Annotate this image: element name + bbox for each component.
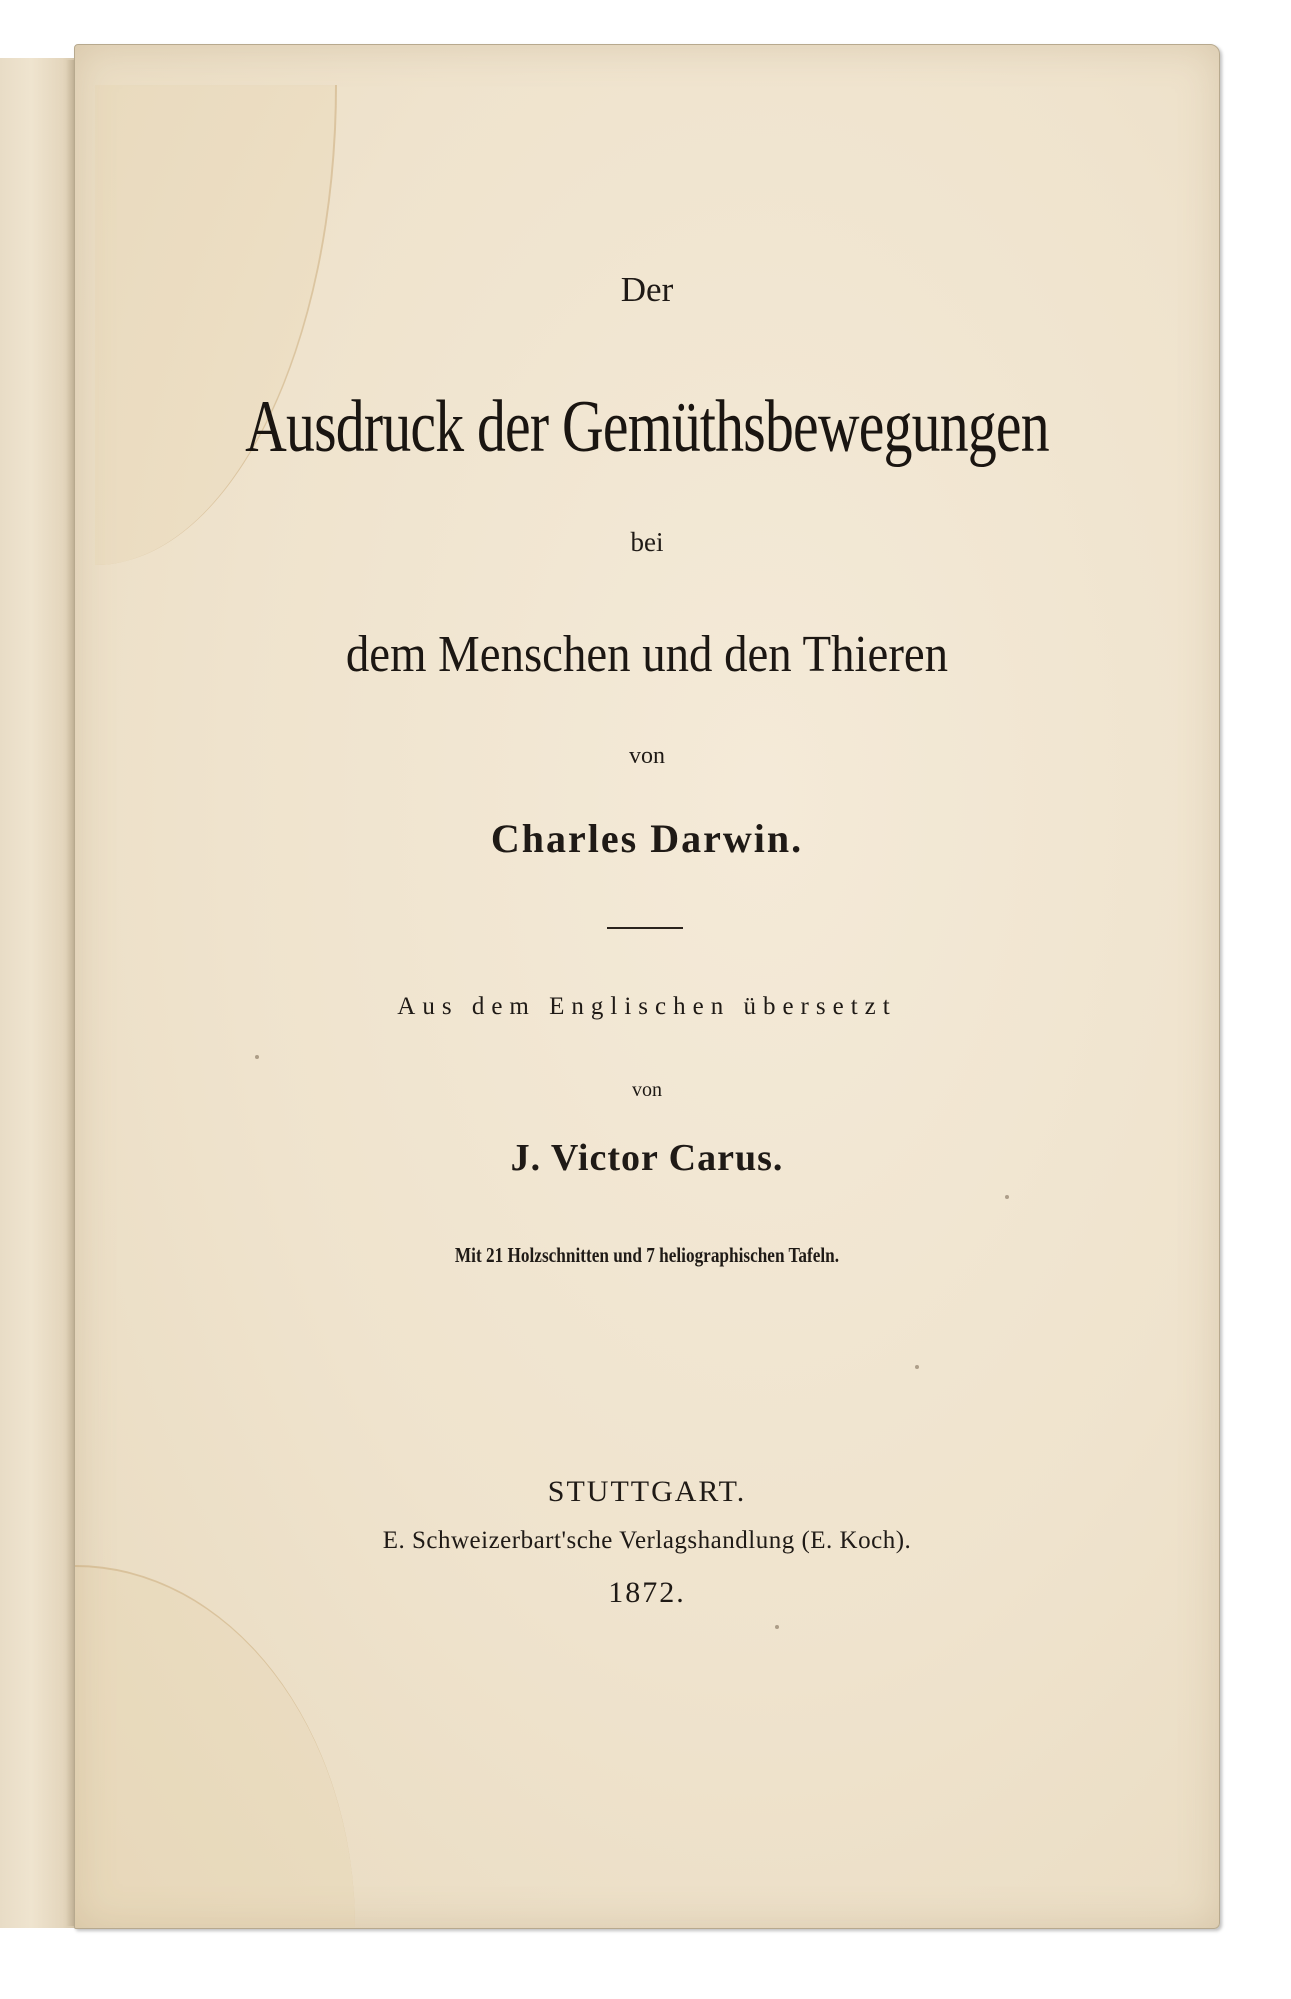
imprint-year: 1872.: [608, 1576, 686, 1609]
dust-speck: [1005, 1195, 1009, 1199]
dust-speck: [915, 1365, 919, 1369]
imprint-publisher: E. Schweizerbart'sche Verlagshandlung (E. Koch).: [382, 1527, 912, 1554]
author-connector: von: [629, 743, 665, 769]
water-stain-bottom: [75, 1565, 355, 1927]
water-stain-top: [95, 85, 337, 565]
subtitle: dem Menschen und den Thieren: [345, 626, 949, 683]
title-prefix: Der: [620, 270, 674, 309]
divider-rule: [607, 927, 683, 929]
translation-note: Aus dem Englischen übersetzt: [397, 993, 897, 1020]
translator-connector: von: [632, 1079, 662, 1101]
title-page: [74, 44, 1220, 1929]
dust-speck: [255, 1055, 259, 1059]
main-title: Ausdruck der Gemüthsbewegungen: [245, 386, 1049, 468]
illustrations-note: Mit 21 Holzschnitten und 7 heliographischen Tafeln.: [454, 1243, 840, 1267]
dust-speck: [775, 1625, 779, 1629]
translator-name: J. Victor Carus.: [510, 1137, 784, 1179]
title-connector: bei: [630, 527, 664, 557]
author-name: Charles Darwin.: [490, 816, 804, 861]
imprint-city: STUTTGART.: [547, 1475, 747, 1508]
